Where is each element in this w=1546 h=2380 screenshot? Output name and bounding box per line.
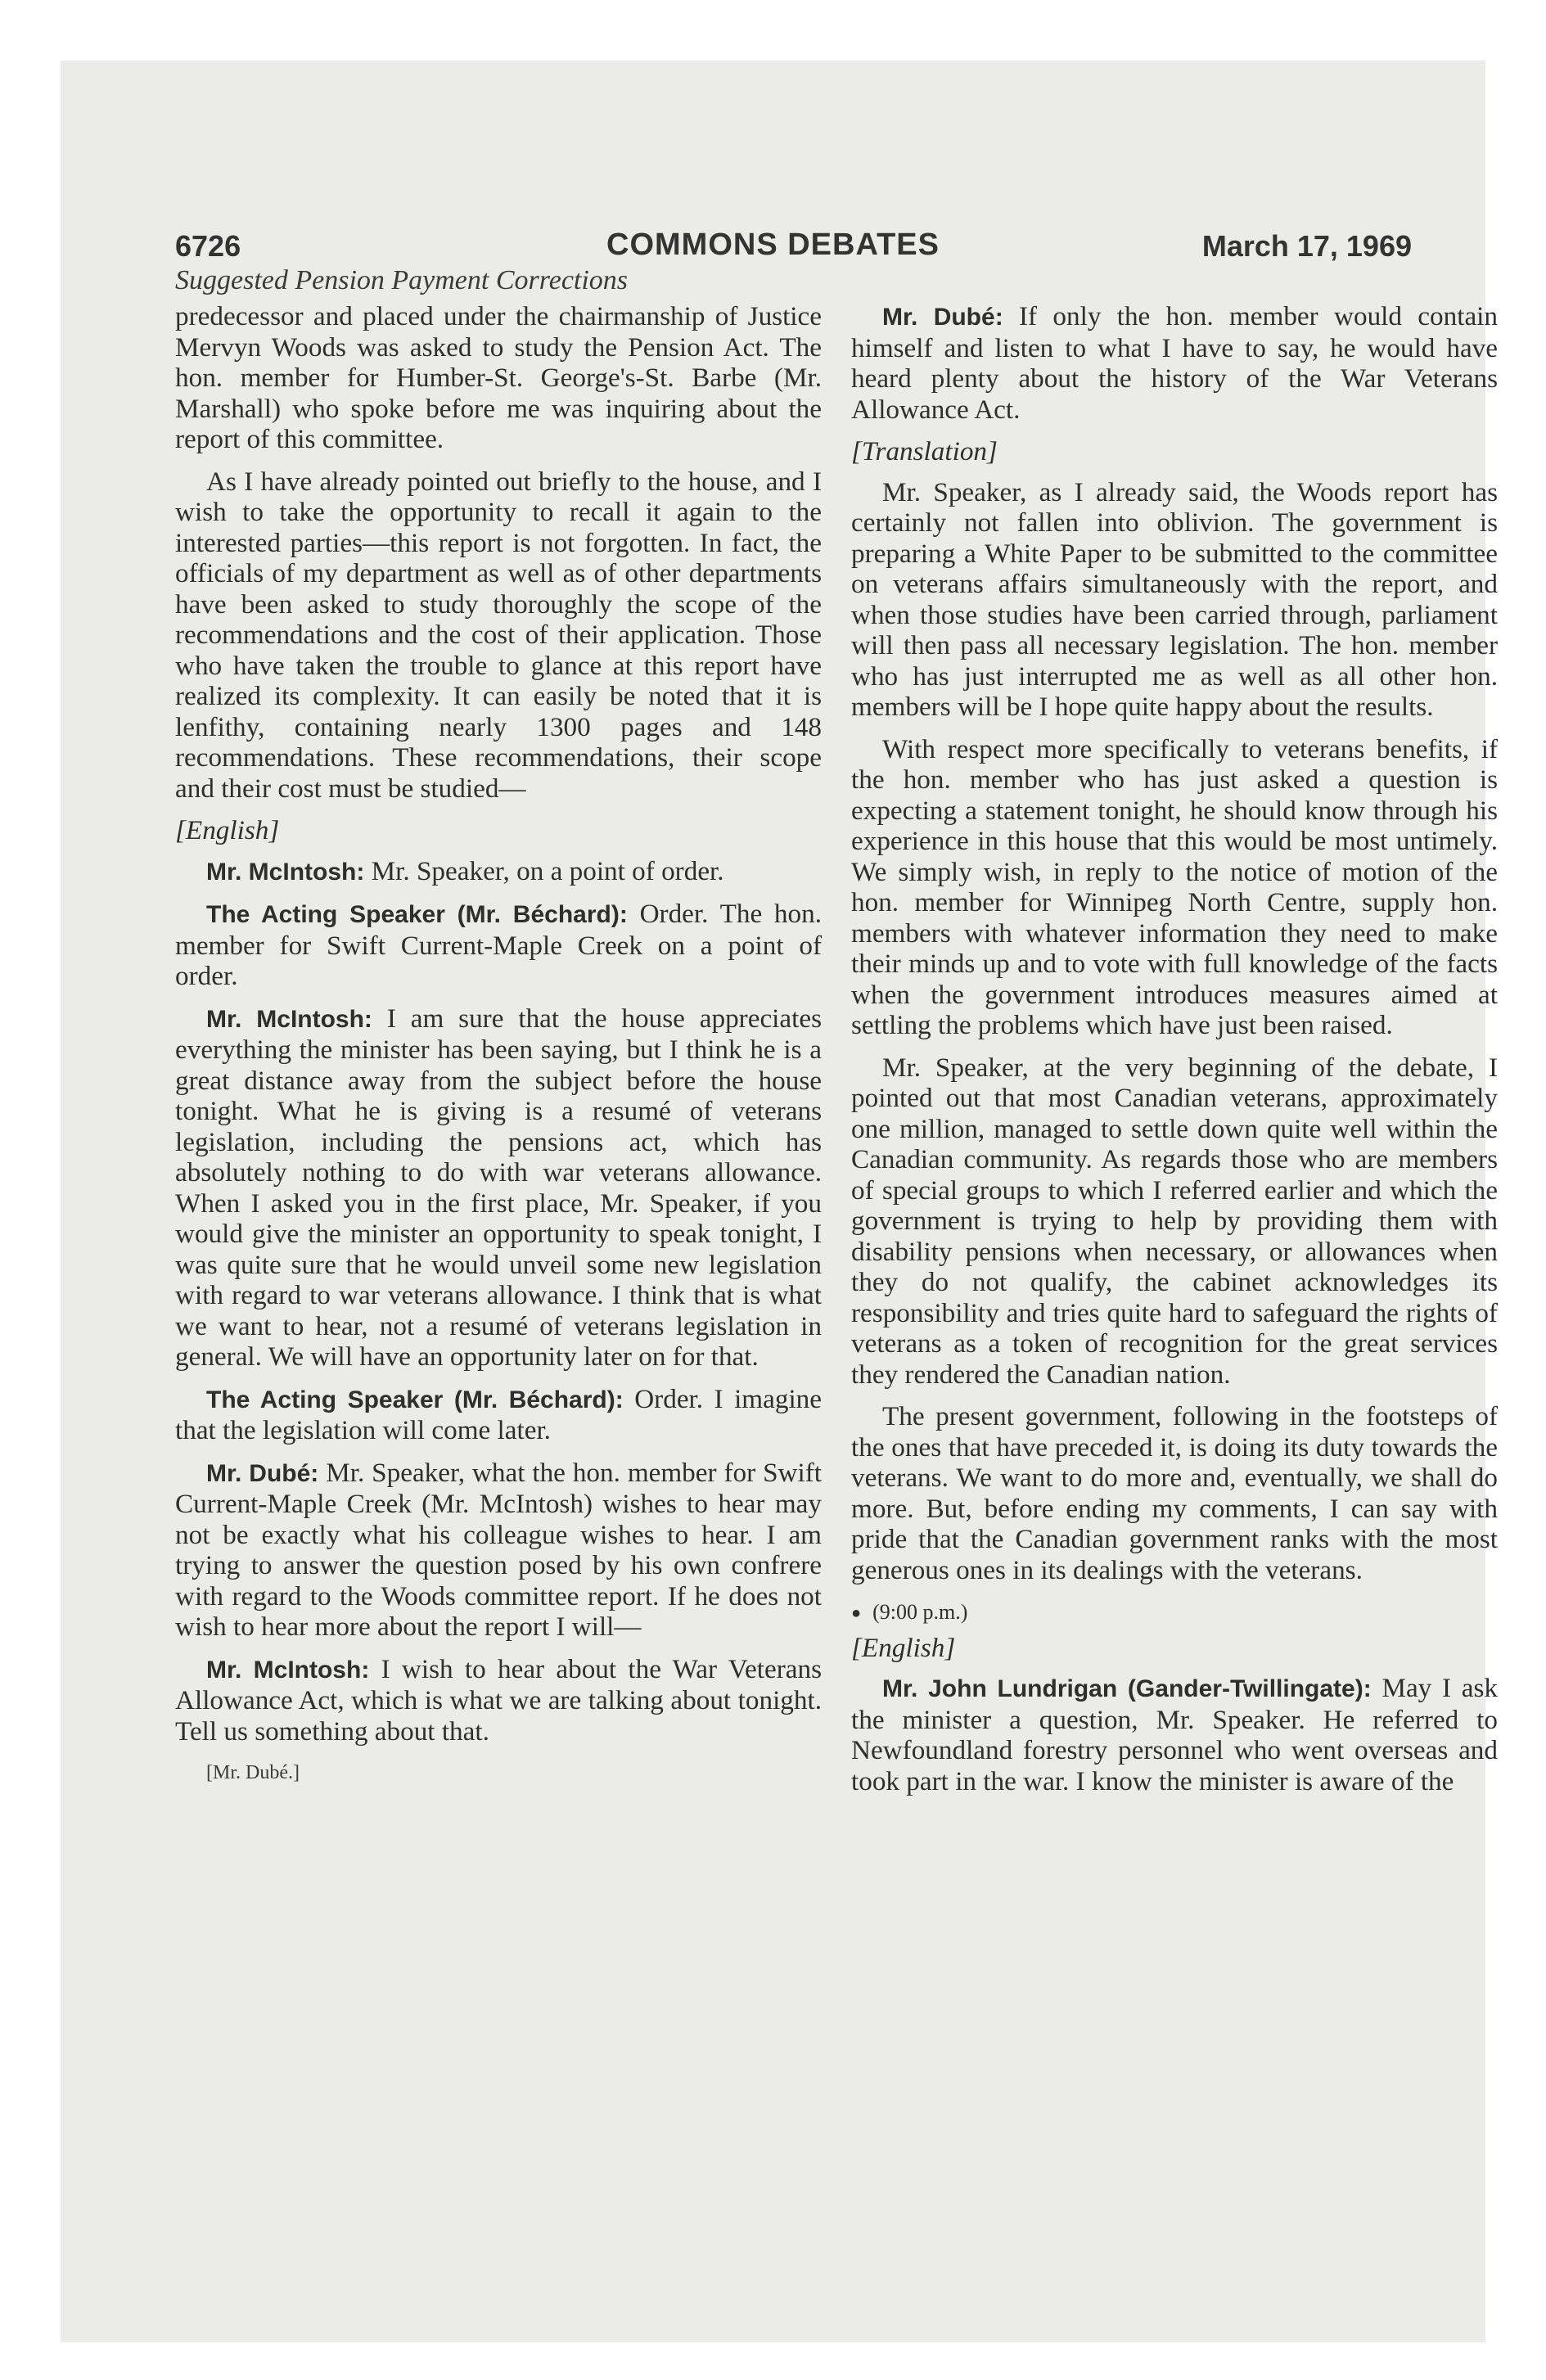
paragraph: predecessor and placed under the chairmanship of Justice Mervyn Woods was asked to study the Pension Act. The hon. member for Humber-St. George's-St. Barbe (Mr. Marshall) who spoke before me was inquiring about the report of this committee. — [175, 301, 822, 454]
left-column — [175, 301, 822, 1789]
speech-text: Mr. Speaker, what the hon. member for Swift Current-Maple Creek (Mr. McIntosh) wishes to hear may not be exactly what his colleague wishes to hear. I am trying to answer the question posed by his own confrere with regard to the Woods committee report. If he does not wish to hear more about the report I will— — [175, 1457, 822, 1642]
speech-block — [175, 1003, 822, 1373]
paragraph: With respect more specifically to veterans benefits, if the hon. member who has just asked a question is expecting a statement tonight, he should know through his experience in this house that this would be most untimely. We simply wish, in reply to the notice of motion of the hon. member for Winnipeg North Centre, supply hon. members with whatever information they need to make their minds up and to vote with full knowledge of the facts when the government introduces measures aimed at settling the problems which have just been raised. — [851, 733, 1498, 1040]
time-stamp: (9:00 p.m.) — [872, 1600, 968, 1624]
speech-block — [851, 301, 1498, 425]
speaker-name: Mr. Dubé: — [882, 304, 1003, 331]
language-marker: [Translation] — [851, 436, 998, 467]
speech-text: I wish to hear about the War Veterans Allowance Act, which is what we are talking about tonight. Tell us something about that. — [175, 1653, 822, 1747]
speaker-name: Mr. McIntosh: — [206, 1656, 370, 1684]
speaker-name: Mr. Dubé: — [206, 1459, 319, 1487]
language-marker: [English] — [851, 1632, 956, 1663]
speaker-reference: [Mr. Dubé.] — [206, 1762, 300, 1783]
speech-text: May I ask the minister a question, Mr. Speaker. He referred to Newfoundland forestry personnel who went overseas and took part in the war. I know the minister is aware of the — [851, 1673, 1499, 1796]
speaker-name: Mr. John Lundrigan (Gander-Twillingate): — [882, 1675, 1372, 1703]
paragraph: Mr. Speaker, at the very beginning of the debate, I pointed out that most Canadian veterans, approximately one million, managed to settle down quite well within the Canadian community. As regards those who are members of special groups to which I referred earlier and which the government is trying to help by providing them with disability pensions when necessary, or allowances when they do not qualify, the cabinet acknowledges its responsibility and tries quite hard to safeguard the rights of veterans as a token of recognition for the great services they rendered the Canadian nation. — [851, 1052, 1498, 1390]
paragraph: As I have already pointed out briefly to the house, and I wish to take the opportunity to recall it again to the interested parties—this report is not forgotten. In fact, the officials of my department as well as of other departments have been asked to study thoroughly the scope of the recommendations and the cost of their application. Those who have taken the trouble to glance at this report have realized its complexity. It can easily be noted that it is lenfithy, containing nearly 1300 pages and 148 recommendations. These recommendations, their scope and their cost must be studied— — [175, 466, 822, 804]
speech-block — [175, 1458, 822, 1643]
speech-block — [175, 1384, 822, 1446]
speech-block — [175, 899, 822, 992]
speech-text: Order. The hon. member for Swift Current-Maple Creek on a point of order. — [175, 899, 822, 991]
speech-text: I am sure that the house appreciates everything the minister has been saying, but I think he is a great distance away from the subject before the house tonight. What he is giving is a resumé of veterans legislation, including the pensions act, which has absolutely nothing to do with war veterans allowance. When I asked you in the first place, Mr. Speaker, if you would give the minister an opportunity to speak tonight, I was quite sure that he would unveil some new legislation with regard to war veterans allowance. I think that is what we want to hear, not a resumé of veterans legislation in general. We will have an opportunity later on for that. — [175, 1003, 822, 1372]
speaker-name: The Acting Speaker (Mr. Béchard): — [206, 901, 628, 928]
speech-block — [175, 1654, 822, 1747]
speech-text: Mr. Speaker, on a point of order. — [371, 855, 724, 886]
speaker-name: The Acting Speaker (Mr. Béchard): — [206, 1386, 624, 1413]
speech-text: Order. I imagine that the legislation will come later. — [175, 1383, 822, 1445]
paragraph: The present government, following in the footsteps of the ones that have preceded it, is doing its duty towards the veterans. We want to do more and, eventually, we shall do more. But, before ending my comments, I can say with pride that the Canadian government ranks with the most generous ones in its dealings with the veterans. — [851, 1401, 1498, 1585]
speech-block — [851, 1673, 1498, 1796]
right-column — [851, 301, 1498, 1808]
section-subheading: Suggested Pension Payment Corrections — [175, 265, 629, 295]
paragraph: Mr. Speaker, as I already said, the Woods report has certainly not fallen into oblivion. The government is preparing a White Paper to be submitted to the committee on veterans affairs simultaneously with the report, and when those studies have been carried through, parliament will then pass all necessary legislation. The hon. member who has just interrupted me as well as all other hon. members will be I hope quite happy about the results. — [851, 476, 1498, 722]
speech-block — [175, 856, 822, 888]
time-marker — [851, 1597, 1498, 1629]
page-date: March 17, 1969 — [1201, 229, 1412, 263]
page-number: 6726 — [175, 229, 241, 263]
bullet-icon: ● — [851, 1604, 862, 1623]
speaker-name: Mr. McIntosh: — [206, 858, 365, 886]
speaker-name: Mr. McIntosh: — [206, 1005, 372, 1033]
language-marker: [English] — [175, 815, 280, 845]
publication-title: COMMONS DEBATES — [606, 228, 940, 262]
speech-text: If only the hon. member would contain himself and listen to what I have to say, he would have heard plenty about the history of the War Veterans Allowance Act. — [851, 301, 1498, 425]
page-sheet — [61, 61, 1499, 2342]
